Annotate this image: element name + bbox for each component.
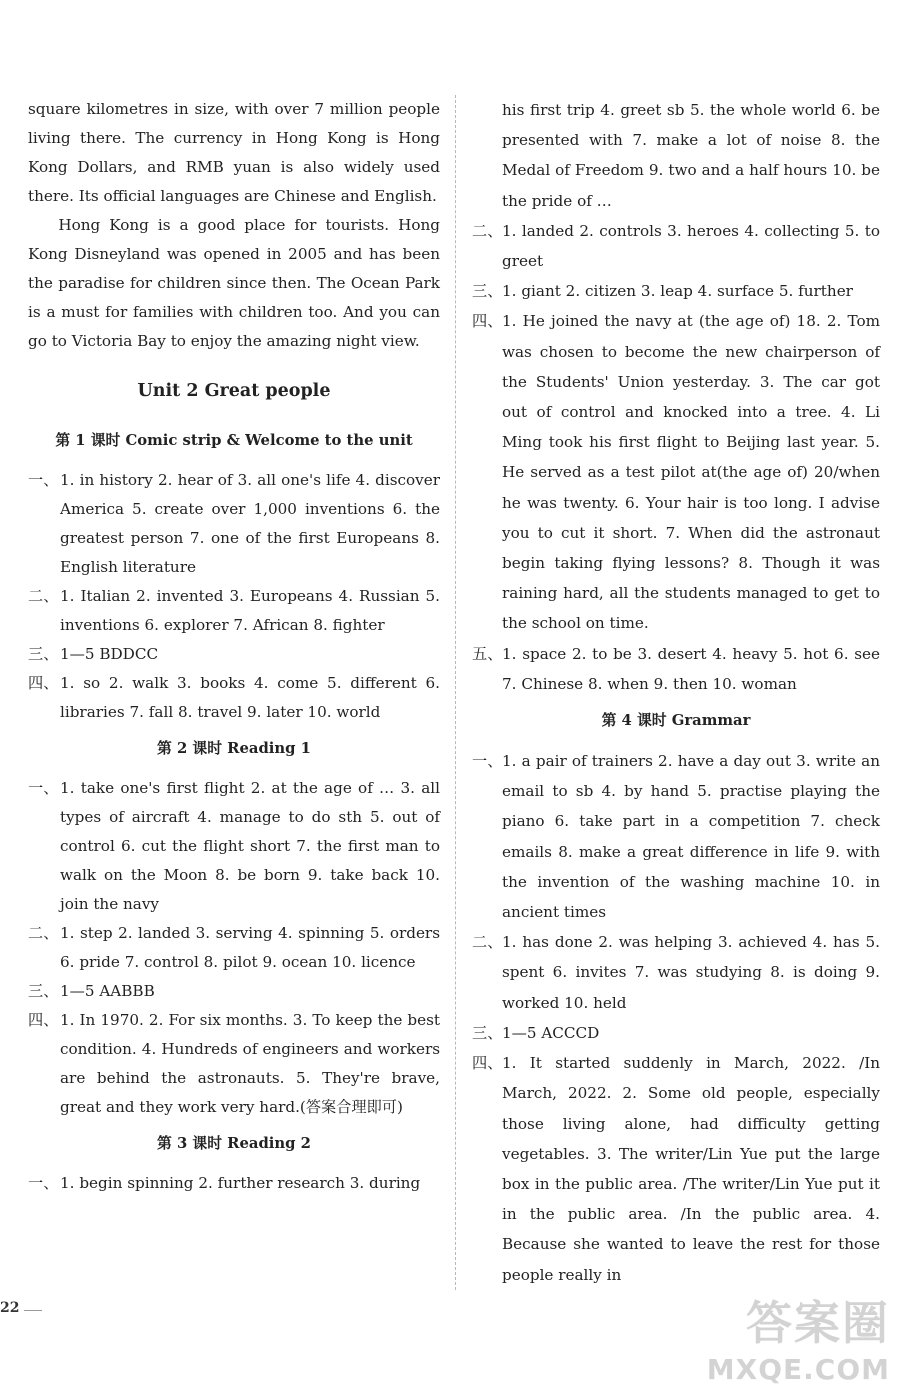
left-column [28,95,440,1198]
section-label: 二、 [28,924,59,942]
section-answers: 1—5 ACCCD [502,1023,600,1042]
lesson-3-section-1-start [28,1169,440,1198]
intro-paragraph-1: square kilometres in size, with over 7 million people living there. The currency in Hong Kong is Hong Kong Dollars, and RMB yuan is also widely used there. Its official languages are Chinese and English. [28,100,440,205]
section-label: 二、 [28,587,59,605]
lesson-3-section-2 [472,216,880,276]
section-label: 三、 [28,645,59,663]
section-answers-part: his first trip 4. greet sb 5. the whole world 6. be presented with 7. make a lot of noise 8. the Medal of Freedom 9. two and a half hours 10. be the pride of … [502,101,880,210]
page-number: 22 [0,1300,20,1316]
section-label: 三、 [28,982,59,1000]
section-answers: 1. It started suddenly in March, 2022. /In March, 2022. 2. Some old people, especially those living alone, had difficulty getting vegetables. 3. The writer/Lin Yue put the large box in the public area. /The writer/Lin Yue put it in the public area. /In the public area. 4. Because she wanted to leave the rest for those people really in [502,1054,880,1284]
lesson-3-section-3 [472,276,880,306]
section-label: 一、 [28,471,59,489]
lesson-4-section-4 [472,1048,880,1290]
lesson-1-section-3 [28,640,440,669]
section-label: 一、 [28,779,59,797]
page-number-rule [24,1310,42,1311]
lesson-3-title: 第 3 课时 Reading 2 [157,1135,311,1152]
section-label: 五、 [472,644,503,663]
section-answers: 1. Italian 2. invented 3. Europeans 4. Russian 5. inventions 6. explorer 7. African 8. fighter [60,587,440,634]
section-label: 一、 [28,1174,59,1192]
unit-title: Unit 2 Great people [137,381,331,401]
lesson-4-section-3 [472,1018,880,1048]
section-label: 四、 [28,674,59,692]
section-label: 一、 [472,752,503,771]
section-label: 三、 [472,1023,503,1042]
section-label: 三、 [472,282,503,301]
intro-paragraph-2: Hong Kong is a good place for tourists. Hong Kong Disneyland was opened in 2005 and has been the paradise for children since then. The Ocean Park is a must for families with children too. And you can go to Victoria Bay to enjoy the amazing night view. [28,216,440,350]
section-answers: 1. so 2. walk 3. books 4. come 5. different 6. libraries 7. fall 8. travel 9. later 10. world [60,674,440,721]
section-answers: 1. In 1970. 2. For six months. 3. To keep the best condition. 4. Hundreds of engineers and workers are behind the astronauts. 5. They're brave, great and they work very hard.(答案合理即可) [60,1011,440,1116]
watermark-bottom-text: MXQE.COM [706,1353,890,1386]
section-answers: 1. take one's first flight 2. at the age of … 3. all types of aircraft 4. manage to do sth 5. out of control 6. cut the flight short 7. the first man to walk on the Moon 8. be born 9. take back 10. join the navy [60,779,440,913]
lesson-4-section-2 [472,927,880,1018]
watermark-logo [707,1287,890,1386]
lesson-2-title: 第 2 课时 Reading 1 [157,740,311,757]
lesson-2-section-2 [28,919,440,977]
lesson-3-section-4 [472,306,880,638]
lesson-4-title: 第 4 课时 Grammar [601,712,751,730]
section-answers: 1. space 2. to be 3. desert 4. heavy 5. hot 6. see 7. Chinese 8. when 9. then 10. woman [502,644,880,693]
lesson-1-section-4 [28,669,440,727]
section-answers: 1. has done 2. was helping 3. achieved 4. has 5. spent 6. invites 7. was studying 8. is doing 9. worked 10. held [502,933,880,1012]
section-answers-part: 1. begin spinning 2. further research 3. during [60,1174,421,1192]
lesson-2-section-3 [28,977,440,1006]
section-answers: 1. in history 2. hear of 3. all one's life 4. discover America 5. create over 1,000 inventions 6. the greatest person 7. one of the first Europeans 8. English literature [60,471,440,576]
section-answers: 1. giant 2. citizen 3. leap 4. surface 5. further [502,282,853,301]
lesson-4-section-1 [472,746,880,927]
section-answers: 1—5 BDDCC [60,645,159,663]
section-answers: 1. He joined the navy at (the age of) 18. 2. Tom was chosen to become the new chairperson of the Students' Union yesterday. 3. The car got out of control and knocked into a tree. 4. Li Ming took his first flight to Beijing last year. 5. He served as a test pilot at(the age of) 20/when he was twenty. 6. Your hair is too long. I advise you to cut it short. 7. When did the astronaut begin taking flying lessons? 8. Though it was raining hard, all the students managed to get to the school on time. [502,312,880,633]
watermark-top-text: 答案圈 [746,1296,890,1350]
section-answers: 1. landed 2. controls 3. heroes 4. collecting 5. to greet [502,221,880,271]
right-column [472,95,880,1290]
lesson-1-section-1 [28,466,440,582]
section-label: 四、 [472,1054,503,1073]
column-divider [455,95,456,1290]
section-label: 二、 [472,221,503,240]
section-label: 四、 [472,312,503,331]
lesson-3-section-5 [472,639,880,699]
lesson-3-section-1-continued [472,95,880,216]
section-answers: 1—5 AABBB [60,982,155,1000]
lesson-1-title: 第 1 课时 Comic strip & Welcome to the unit [55,432,413,449]
lesson-2-section-1 [28,774,440,919]
section-label: 四、 [28,1011,59,1029]
lesson-1-section-2 [28,582,440,640]
section-answers: 1. step 2. landed 3. serving 4. spinning 5. orders 6. pride 7. control 8. pilot 9. ocean 10. licence [60,924,440,971]
section-answers: 1. a pair of trainers 2. have a day out 3. write an email to sb 4. by hand 5. practise playing the piano 6. take part in a competition 7. check emails 8. make a great difference in life 9. with the invention of the washing machine 10. in ancient times [502,752,880,922]
section-label: 二、 [472,933,503,952]
lesson-2-section-4 [28,1006,440,1122]
